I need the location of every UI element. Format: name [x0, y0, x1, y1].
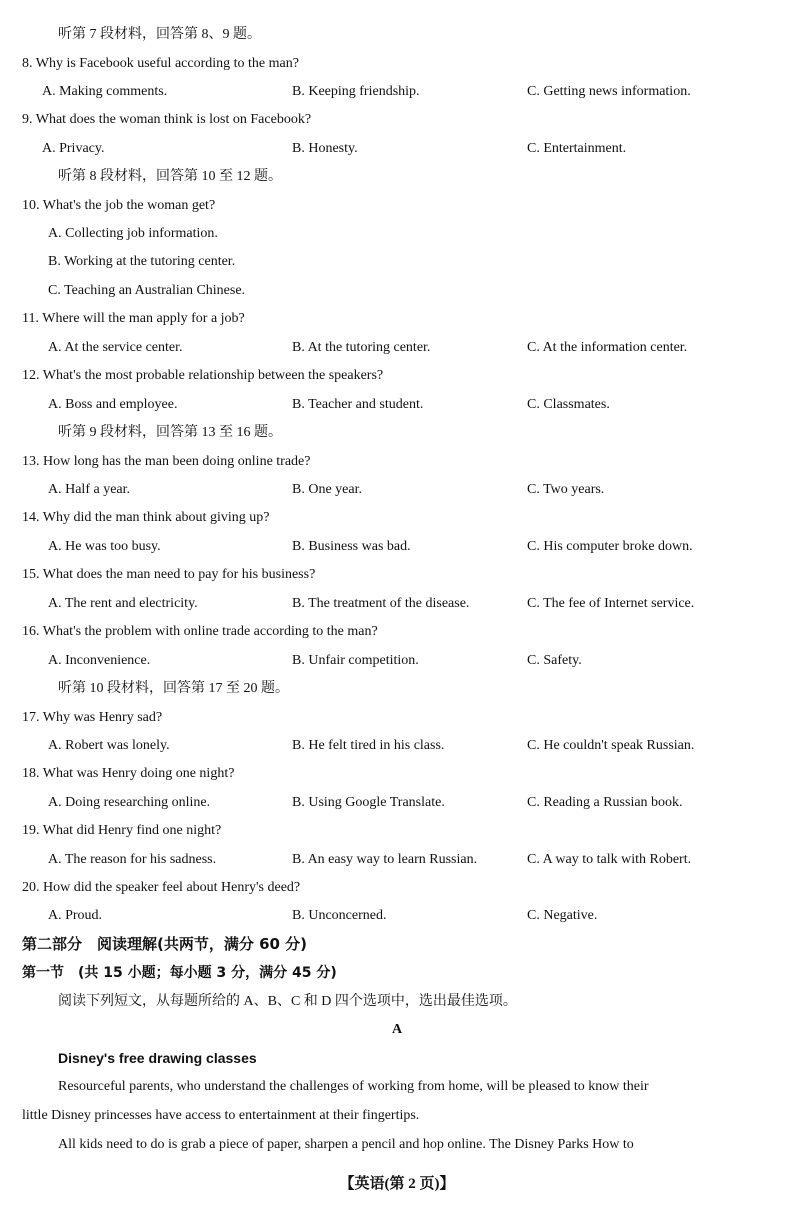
paragraph-2-line-1: All kids need to do is grab a piece of paper, sharpen a pencil and hop online. The Disney Parks How to	[58, 1137, 634, 1152]
question-17-option-c: C. He couldn't speak Russian.	[527, 738, 695, 753]
question-14-option-a: A. He was too busy.	[48, 539, 161, 554]
question-15-option-a: A. The rent and electricity.	[48, 596, 198, 611]
question-13-stem: 13. How long has the man been doing online trade?	[22, 454, 311, 469]
question-12-option-a: A. Boss and employee.	[48, 397, 178, 412]
reading-instruction: 阅读下列短文，从每题所给的 A、B、C 和 D 四个选项中，选出最佳选项。	[58, 994, 517, 1009]
question-11-option-a: A. At the service center.	[48, 340, 183, 355]
question-19-stem: 19. What did Henry find one night?	[22, 823, 222, 838]
page-footer: 【英语(第 2 页)】	[339, 1176, 455, 1192]
question-14-option-c: C. His computer broke down.	[527, 539, 693, 554]
question-17-stem: 17. Why was Henry sad?	[22, 710, 163, 725]
question-8-option-b: B. Keeping friendship.	[292, 84, 420, 99]
question-11-stem: 11. Where will the man apply for a job?	[22, 311, 245, 326]
question-12-option-c: C. Classmates.	[527, 397, 610, 412]
question-17-option-a: A. Robert was lonely.	[48, 738, 170, 753]
question-8-stem: 8. Why is Facebook useful according to the man?	[22, 56, 299, 71]
question-9-stem: 9. What does the woman think is lost on Facebook?	[22, 112, 312, 127]
section-intro-8: 听第 8 段材料，回答第 10 至 12 题。	[58, 169, 282, 184]
question-11-option-c: C. At the information center.	[527, 340, 688, 355]
question-16-option-a: A. Inconvenience.	[48, 653, 151, 668]
question-10-stem: 10. What's the job the woman get?	[22, 198, 216, 213]
question-18-stem: 18. What was Henry doing one night?	[22, 766, 235, 781]
question-19-option-c: C. A way to talk with Robert.	[527, 852, 692, 867]
question-20-option-b: B. Unconcerned.	[292, 908, 387, 923]
passage-letter: A	[392, 1022, 403, 1037]
question-12-stem: 12. What's the most probable relationship between the speakers?	[22, 368, 384, 383]
question-11-option-b: B. At the tutoring center.	[292, 340, 431, 355]
section-one-title: 第一节 (共 15 小题；每小题 3 分，满分 45 分)	[22, 965, 337, 981]
question-9-option-a: A. Privacy.	[42, 141, 105, 156]
question-20-stem: 20. How did the speaker feel about Henry's deed?	[22, 880, 301, 895]
question-9-option-c: C. Entertainment.	[527, 141, 627, 156]
part-two-title: 第二部分 阅读理解(共两节，满分 60 分)	[22, 935, 308, 953]
question-20-option-a: A. Proud.	[48, 908, 103, 923]
question-13-option-a: A. Half a year.	[48, 482, 131, 497]
question-18-option-c: C. Reading a Russian book.	[527, 795, 683, 810]
question-17-option-b: B. He felt tired in his class.	[292, 738, 445, 753]
question-9-option-b: B. Honesty.	[292, 141, 358, 156]
question-8-option-c: C. Getting news information.	[527, 84, 691, 99]
question-19-option-a: A. The reason for his sadness.	[48, 852, 217, 867]
passage-title: Disney's free drawing classes	[58, 1050, 257, 1066]
question-8-option-a: A. Making comments.	[42, 84, 168, 99]
question-13-option-c: C. Two years.	[527, 482, 605, 497]
question-18-option-b: B. Using Google Translate.	[292, 795, 445, 810]
question-16-option-b: B. Unfair competition.	[292, 653, 419, 668]
question-14-option-b: B. Business was bad.	[292, 539, 411, 554]
section-intro-9: 听第 9 段材料，回答第 13 至 16 题。	[58, 425, 282, 440]
question-19-option-b: B. An easy way to learn Russian.	[292, 852, 478, 867]
question-18-option-a: A. Doing researching online.	[48, 795, 211, 810]
question-16-stem: 16. What's the problem with online trade according to the man?	[22, 624, 378, 639]
question-10-option-b: B. Working at the tutoring center.	[48, 254, 236, 269]
question-15-stem: 15. What does the man need to pay for his business?	[22, 567, 316, 582]
section-intro-7: 听第 7 段材料，回答第 8、9 题。	[58, 27, 261, 42]
paragraph-1-line-1: Resourceful parents, who understand the challenges of working from home, will be pleased to know their	[58, 1079, 649, 1094]
question-10-option-c: C. Teaching an Australian Chinese.	[48, 283, 246, 298]
question-15-option-c: C. The fee of Internet service.	[527, 596, 695, 611]
question-16-option-c: C. Safety.	[527, 653, 582, 668]
section-intro-10: 听第 10 段材料，回答第 17 至 20 题。	[58, 681, 289, 696]
question-15-option-b: B. The treatment of the disease.	[292, 596, 470, 611]
question-20-option-c: C. Negative.	[527, 908, 598, 923]
question-10-option-a: A. Collecting job information.	[48, 226, 218, 241]
question-13-option-b: B. One year.	[292, 482, 362, 497]
question-14-stem: 14. Why did the man think about giving up?	[22, 510, 270, 525]
question-12-option-b: B. Teacher and student.	[292, 397, 424, 412]
paragraph-1-line-2: little Disney princesses have access to entertainment at their fingertips.	[22, 1108, 420, 1123]
